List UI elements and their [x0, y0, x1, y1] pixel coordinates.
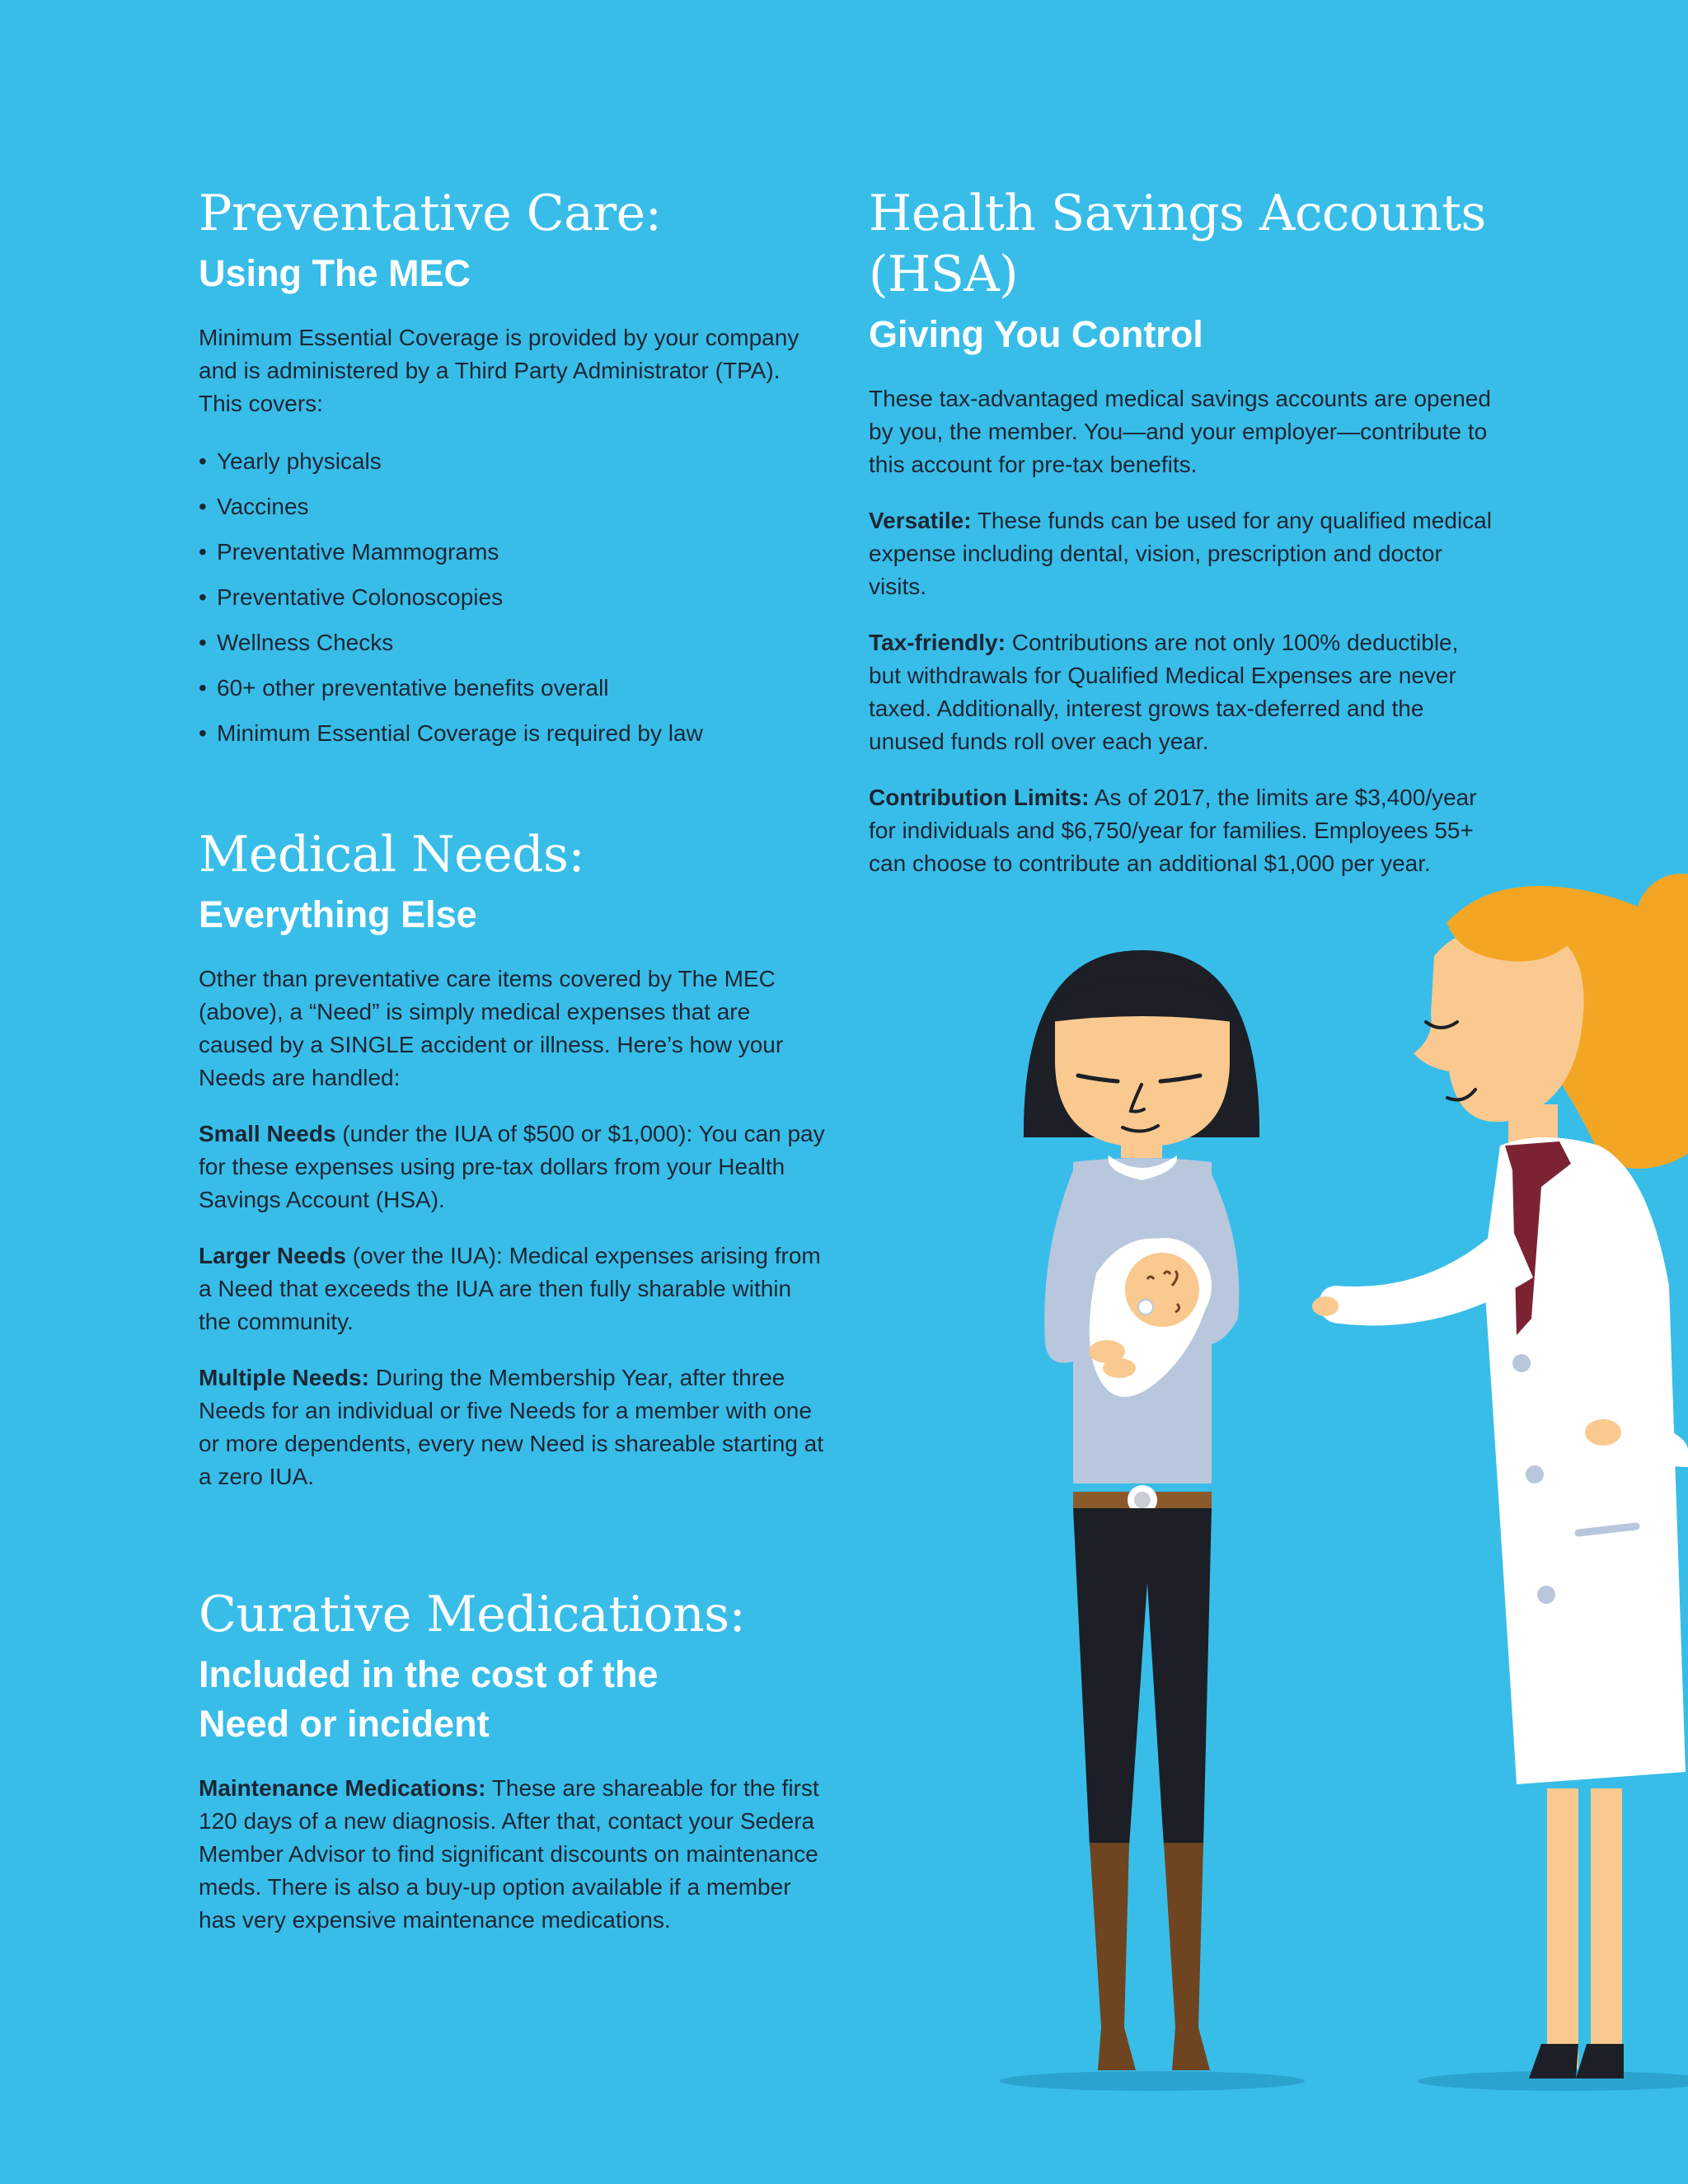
list-item: • Preventative Mammograms	[199, 536, 825, 569]
curative-medications-title: Curative Medications:	[199, 1586, 746, 1643]
list-item: • Minimum Essential Coverage is required by law	[199, 717, 825, 750]
contribution-limits-text: As of 2017, the limits are $3,400/year for individuals and $6,750/year for families. Employees 55+ can choose to contribute an additional $1,000 per year.	[869, 785, 1477, 876]
right-column	[869, 183, 1495, 880]
mother-left-boot	[1090, 1843, 1136, 2070]
hsa-section	[869, 183, 1495, 880]
doctor-hand	[1312, 1296, 1339, 1316]
preventative-care-subtitle: Using The MEC	[199, 252, 471, 294]
coat-button	[1512, 1354, 1531, 1372]
hsa-title-line1: Health Savings Accounts	[869, 185, 1486, 242]
larger-needs-text: (over the IUA): Medical expenses arising from a Need that exceeds the IUA are then fully sharable within the community.	[199, 1243, 821, 1334]
preventative-care-intro: Minimum Essential Coverage is provided by your company and is administered by a Third Party Administrator (TPA). This covers:	[199, 325, 799, 416]
hsa-intro: These tax-advantaged medical savings accounts are opened by you, the member. You—and your employer—contribute to this account for pre-tax benefits.	[869, 386, 1491, 477]
hsa-title	[869, 183, 1495, 305]
maintenance-medications-paragraph	[199, 1772, 825, 1937]
preventative-care-list	[199, 445, 825, 750]
mother-right-boot	[1164, 1843, 1210, 2070]
list-item: • Preventative Colonoscopies	[199, 581, 825, 614]
versatile-label: Versatile:	[869, 508, 972, 533]
baby-face	[1125, 1253, 1199, 1327]
coat-button	[1537, 1586, 1555, 1604]
multiple-needs-text: During the Membership Year, after three Needs for an individual or five Needs for a member with one or more dependents, every new Need is shareable starting at a zero IUA.	[199, 1365, 823, 1489]
small-needs-label: Small Needs	[199, 1121, 336, 1146]
mother-face	[1055, 1014, 1230, 1147]
doctor-right-shoe	[1576, 2044, 1624, 2079]
versatile-text: These funds can be used for any qualified medical expense including dental, vision, prescription and doctor visits.	[869, 508, 1492, 599]
tax-friendly-paragraph	[869, 626, 1495, 758]
mother-pants	[1073, 1508, 1212, 1846]
curative-medications-subtitle	[199, 1650, 825, 1749]
list-item: • Yearly physicals	[199, 445, 825, 478]
curative-subtitle-line1: Included in the cost of the	[199, 1653, 659, 1695]
mother-figure	[1024, 950, 1259, 2070]
hsa-subtitle: Giving You Control	[869, 313, 1203, 355]
curative-subtitle-line2: Need or incident	[199, 1703, 490, 1745]
versatile-paragraph	[869, 504, 1495, 603]
tax-friendly-label: Tax-friendly:	[869, 630, 1006, 655]
list-item: • 60+ other preventative benefits overall	[199, 672, 825, 705]
baby-pacifier	[1138, 1300, 1153, 1315]
mother-shadow	[1000, 2071, 1305, 2091]
medical-needs-title: Medical Needs:	[199, 826, 585, 883]
doctor-left-leg	[1547, 1788, 1578, 2069]
doctor-figure	[1312, 874, 1688, 2079]
coat-button	[1526, 1465, 1544, 1483]
preventative-care-section	[199, 183, 825, 750]
small-needs-text: (under the IUA of $500 or $1,000): You can pay for these expenses using pre-tax dollars from your Health Savings Account (HSA).	[199, 1121, 825, 1212]
doctor-hip-hand	[1585, 1419, 1621, 1446]
left-column	[199, 183, 825, 1937]
curative-medications-section	[199, 1584, 825, 1937]
small-needs-paragraph	[199, 1118, 825, 1216]
multiple-needs-label: Multiple Needs:	[199, 1365, 369, 1390]
medical-needs-section	[199, 824, 825, 1493]
contribution-limits-label: Contribution Limits:	[869, 785, 1090, 810]
larger-needs-paragraph	[199, 1240, 825, 1338]
larger-needs-label: Larger Needs	[199, 1243, 346, 1268]
tax-friendly-text: Contributions are not only 100% deductible, but withdrawals for Qualified Medical Expenses are never taxed. Additionally, interest grows tax-deferred and the unused funds roll over each year.	[869, 630, 1459, 754]
multiple-needs-paragraph	[199, 1361, 825, 1493]
medical-needs-subtitle: Everything Else	[199, 893, 477, 935]
doctor-left-shoe	[1529, 2044, 1578, 2079]
hsa-title-line2: (HSA)	[869, 246, 1019, 303]
doctor-right-leg	[1591, 1788, 1622, 2069]
preventative-care-title: Preventative Care:	[199, 185, 662, 242]
maintenance-medications-label: Maintenance Medications:	[199, 1775, 486, 1801]
list-item: • Vaccines	[199, 490, 825, 523]
maintenance-medications-text: These are shareable for the first 120 days of a new diagnosis. After that, contact your Sedera Member Advisor to find significant discounts on maintenance meds. There is also a buy-up option available if a member has very expensive maintenance medications.	[199, 1775, 819, 1933]
list-item: • Wellness Checks	[199, 626, 825, 659]
medical-needs-intro: Other than preventative care items covered by The MEC (above), a “Need” is simply medical expenses that are caused by a SINGLE accident or illness. Here’s how your Needs are handled:	[199, 966, 784, 1090]
mother-baby-doctor-illustration	[857, 857, 1688, 2118]
